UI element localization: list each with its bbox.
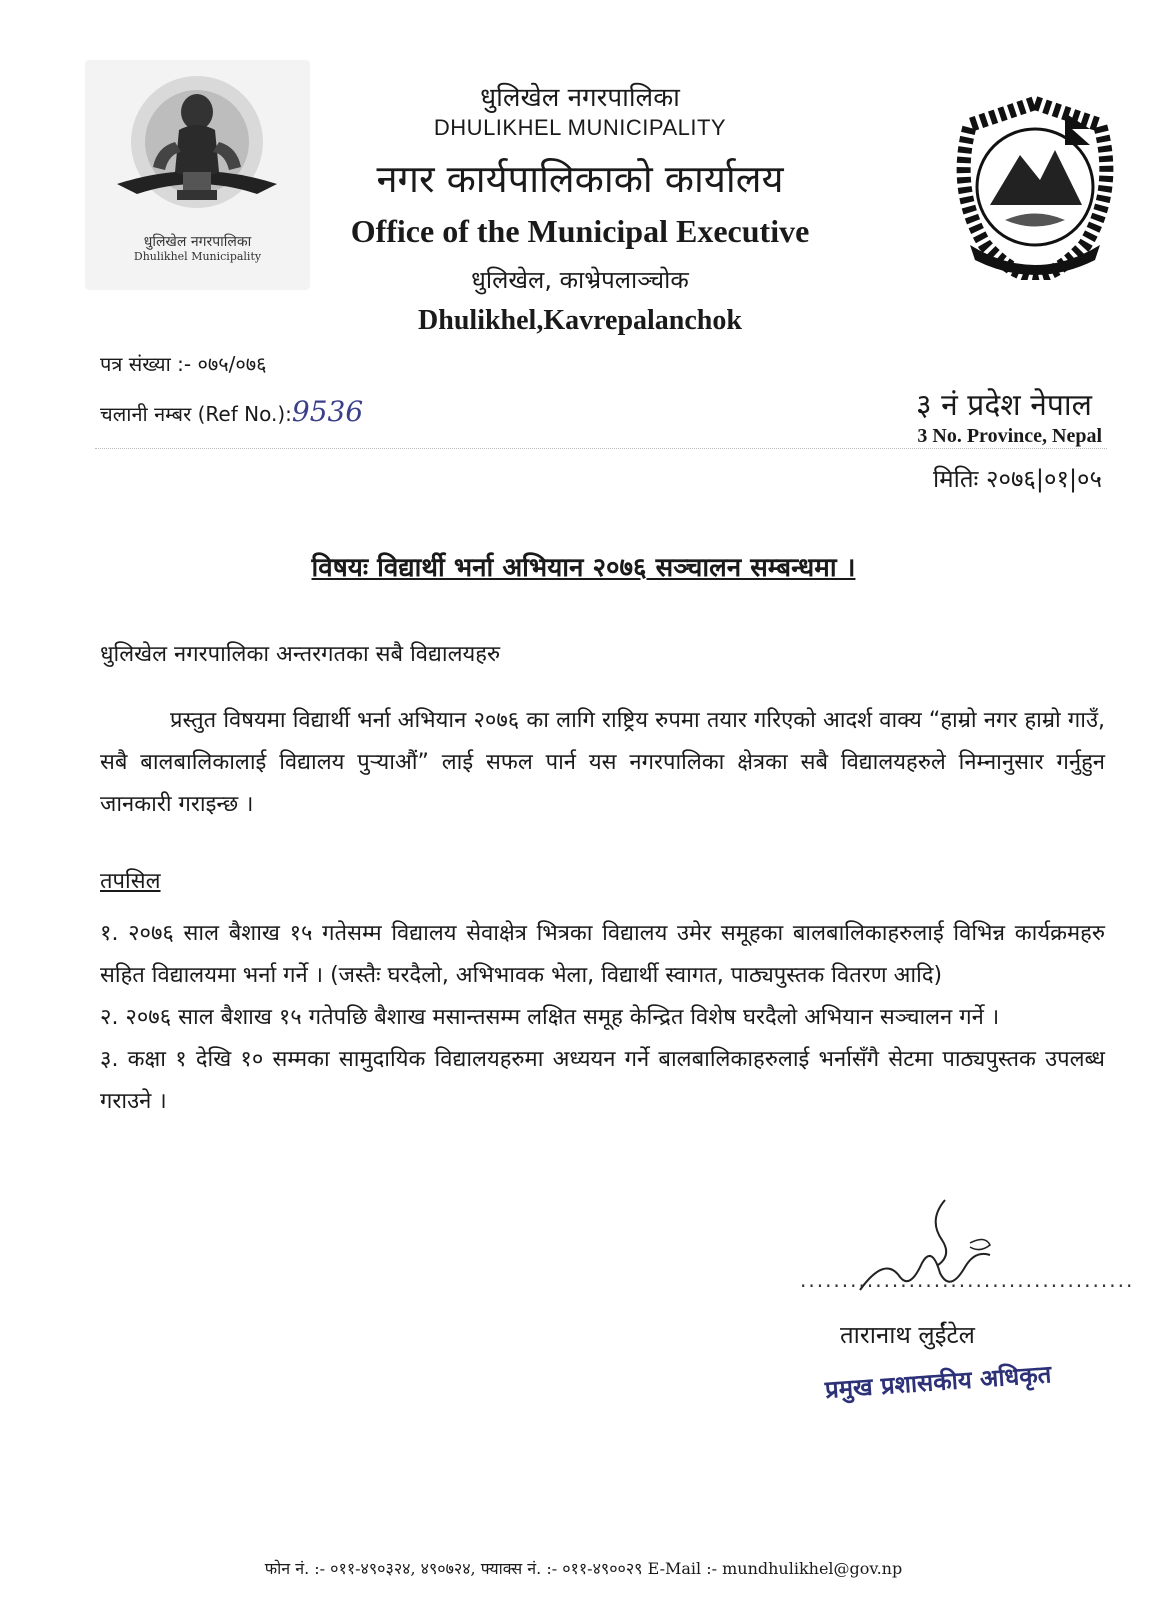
- letter-date: मितिः २०७६|०१|०५: [933, 465, 1102, 493]
- deity-emblem-icon: [107, 72, 287, 232]
- tapasil-heading: तपसिल: [100, 869, 161, 894]
- municipality-name-np: धुलिखेल नगरपालिका: [480, 83, 680, 113]
- logo-name-np: धुलिखेल नगरपालिका: [143, 234, 252, 250]
- letter-number: [100, 350, 267, 377]
- letter-number-label: पत्र संख्या :-: [100, 352, 192, 376]
- subject-line: विषयः विद्यार्थी भर्ना अभियान २०७६ सञ्चालन सम्बन्धमा ।: [311, 553, 856, 583]
- contact-footer: फोन नं. :- ०११-४९०३२४, ४९०७२४, फ्याक्स नं. :- ०११-४९००२९ E-Mail :- mundhulikhel@gov.np: [264, 1559, 903, 1578]
- letter-number-value: ०७५/०७६: [197, 352, 267, 376]
- municipality-logo: [85, 60, 310, 290]
- office-name-en: Office of the Municipal Executive: [350, 213, 810, 249]
- national-emblem-icon: [950, 95, 1120, 284]
- logo-name-en: Dhulikhel Municipality: [133, 250, 262, 263]
- address-en: Dhulikhel,Kavrepalanchok: [418, 305, 742, 336]
- salutation: धुलिखेल नगरपालिका अन्तरगतका सबै विद्यालयहरु: [100, 642, 501, 667]
- dispatch-number-value: 9536: [291, 395, 364, 428]
- header-divider: [95, 448, 1107, 449]
- address-np: धुलिखेल, काभ्रेपलाञ्चोक: [471, 266, 689, 294]
- instruction-list: [100, 913, 1105, 1123]
- signatory-title-stamp: प्रमुख प्रशासकीय अधिकृत: [824, 1360, 1053, 1404]
- body-paragraph: प्रस्तुत विषयमा विद्यार्थी भर्ना अभियान २०७६ का लागि राष्ट्रिय रुपमा तयार गरिएको आदर्श वाक्य “हाम्रो नगर हाम्रो गाउँ, सबै बालबालिकालाई विद्यालय पुर्‍याऔं” लाई सफल पार्न यस नगरपालिका क्षेत्रका सबै विद्यालयहरुले निम्नानुसार गर्नुहुन जानकारी गराइन्छ ।: [100, 708, 1105, 817]
- list-item: ३. कक्षा १ देखि १० सम्मका सामुदायिक विद्यालयहरुमा अध्ययन गर्ने बालबालिकाहरुलाई भर्नासँगै सेटमा पाठ्यपुस्तक उपलब्ध गराउने ।: [100, 1047, 1105, 1114]
- dispatch-number: [100, 395, 363, 428]
- signatory-name: तारानाथ लुईंटेल: [840, 1321, 975, 1349]
- province-en: 3 No. Province, Nepal: [917, 425, 1102, 447]
- list-item: २. २०७६ साल बैशाख १५ गतेपछि बैशाख मसान्तसम्म लक्षित समूह केन्द्रित विशेष घरदैलो अभियान सञ्चालन गर्ने ।: [100, 1005, 1000, 1030]
- municipality-name-en: DHULIKHEL MUNICIPALITY: [433, 115, 727, 140]
- dispatch-number-label: चलानी नम्बर (Ref No.):: [100, 402, 292, 426]
- province-np: ३ नं प्रदेश नेपाल: [915, 388, 1092, 423]
- signature-line: ........................................: [800, 1268, 1135, 1292]
- list-item: १. २०७६ साल बैशाख १५ गतेसम्म विद्यालय सेवाक्षेत्र भित्रका विद्यालय उमेर समूहका बालबालिकाहरुलाई विभिन्न कार्यक्रमहरु सहित विद्यालयमा भर्ना गर्ने । (जस्तैः घरदैलो, अभिभावक भेला, विद्यार्थी स्वागत, पाठ्यपुस्तक वितरण आदि): [100, 921, 1105, 988]
- office-name-np: नगर कार्यपालिकाको कार्यालय: [376, 157, 784, 201]
